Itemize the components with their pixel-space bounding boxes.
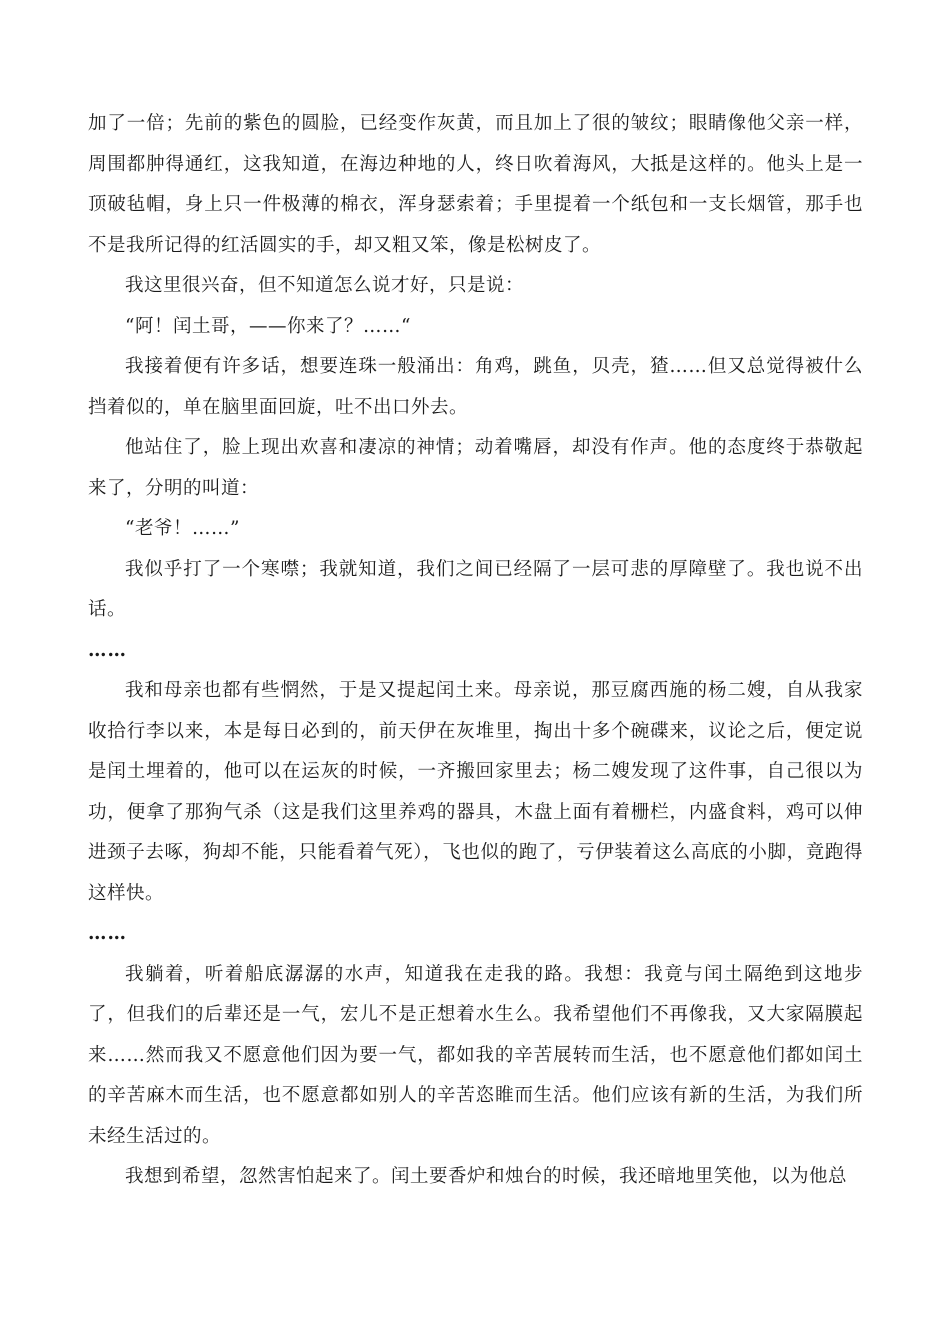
paragraph-8: 我和母亲也都有些惘然，于是又提起闰土来。母亲说，那豆腐西施的杨二嫂，自从我家收拾行李以来，本是每日必到的，前天伊在灰堆里，掏出十多个碗碟来，议论之后，便定说是闰土埋着的，他可以在运灰的时候，一齐搬回家里去；杨二嫂发现了这件事，自己很以为功，便拿了那狗气杀（这是我们这里养鸡的器具，木盘上面有着栅栏，内盛食料，鸡可以伸进颈子去啄，狗却不能，只能看着气死），飞也似的跑了，亏伊装着这么高底的小脚，竟跑得这样快。 — [88, 680, 863, 904]
paragraph-7: 我似乎打了一个寒噤；我就知道，我们之间已经隔了一层可悲的厚障壁了。我也说不出话。 — [88, 558, 863, 620]
paragraph-1: 加了一倍；先前的紫色的圆脸，已经变作灰黄，而且加上了很的皱纹；眼睛像他父亲一样，周围都肿得通红，这我知道，在海边种地的人，终日吹着海风，大抵是这样的。他头上是一顶破毡帽，身上只一件极薄的棉衣，浑身瑟索着；手里提着一个纸包和一支长烟管，那手也不是我所记得的红活圆实的手，却又粗又笨，像是松树皮了。 — [88, 113, 863, 256]
paragraph-2: 我这里很兴奋，但不知道怎么说才好，只是说： — [125, 275, 525, 296]
section-break-1: …… — [88, 639, 127, 661]
paragraph-10: 我想到希望，忽然害怕起来了。闰土要香炉和烛台的时候，我还暗地里笑他，以为他总 — [125, 1166, 848, 1187]
section-break-2: …… — [88, 923, 127, 944]
paragraph-4: 我接着便有许多话，想要连珠一般涌出：角鸡，跳鱼，贝壳，猹……但又总觉得被什么挡着似的，单在脑里面回旋，吐不出口外去。 — [88, 356, 863, 418]
paragraph-9: 我躺着，听着船底潺潺的水声，知道我在走我的路。我想：我竟与闰土隔绝到这地步了，但我们的后辈还是一气，宏儿不是正想着水生么。我希望他们不再像我，又大家隔膜起来……然而我又不愿意他们因为要一气，都如我的辛苦展转而生活，也不愿意他们都如闰土的辛苦麻木而生活，也不愿意都如别人的辛苦恣睢而生活。他们应该有新的生活，为我们所未经生活过的。 — [88, 963, 863, 1147]
paragraph-3-quote: “阿！闰土哥，——你来了？……“ — [125, 315, 411, 337]
body-text — [88, 104, 863, 1198]
paragraph-5: 他站住了，脸上现出欢喜和凄凉的神情；动着嘴唇，却没有作声。他的态度终于恭敬起来了，分明的叫道： — [88, 437, 863, 499]
paragraph-6-quote: “老爷！……” — [125, 518, 240, 539]
